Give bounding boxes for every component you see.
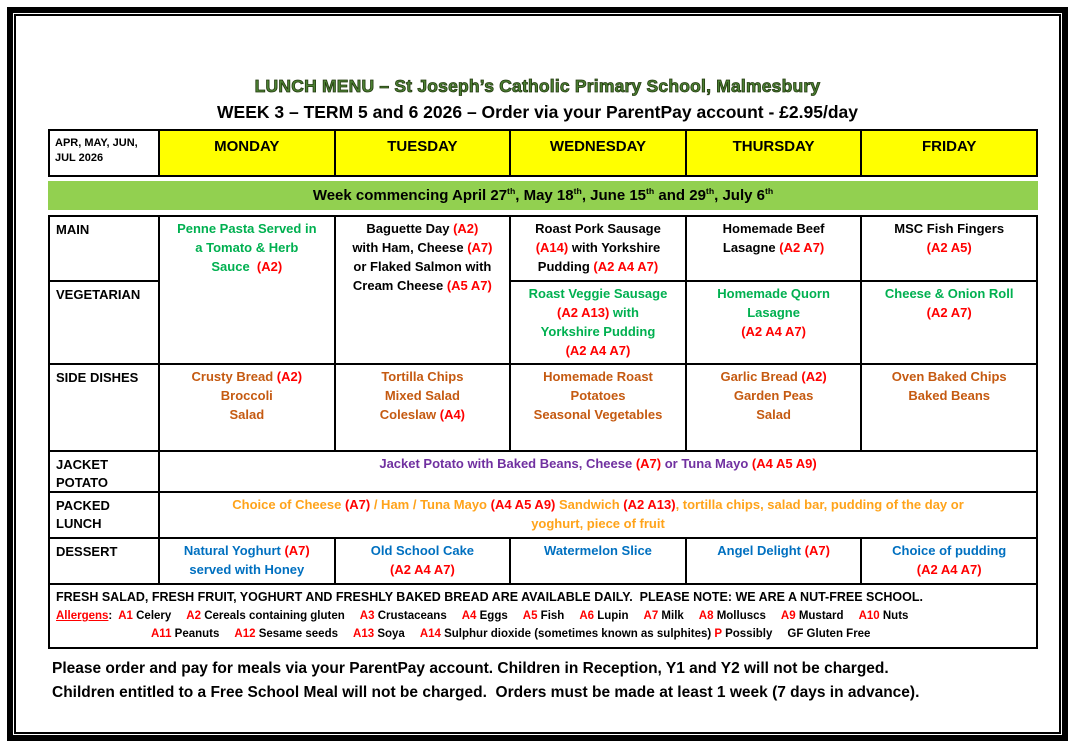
day-header-row (49, 130, 1037, 176)
cell-main-monday: Penne Pasta Served in a Tomato & Herb Sauce (A2) (159, 216, 335, 364)
cell-packed-lunch-all-week: Choice of Cheese (A7) / Ham / Tuna Mayo (A4 A5 A9) Sandwich (A2 A13), tortilla chips, salad bar, pudding of the day or yoghurt, piece of fruit (159, 492, 1037, 538)
menu-subtitle: WEEK 3 – TERM 5 and 6 2026 – Order via your ParentPay account - £2.95/day (217, 102, 858, 122)
cell-vegetarian-thursday: Homemade Quorn Lasagne (A2 A4 A7) (686, 281, 862, 364)
row-notes (49, 584, 1037, 648)
row-side-dishes (49, 364, 1037, 451)
months-label: APR, MAY, JUN, JUL 2026 (49, 130, 159, 176)
week-commencing-banner: Week commencing April 27th, May 18th, June 15th and 29th, July 6th (48, 181, 1038, 210)
cell-dessert-thursday: Angel Delight (A7) (686, 538, 862, 584)
cell-main-wednesday: Roast Pork Sausage (A14) with Yorkshire Pudding (A2 A4 A7) (510, 216, 686, 281)
cell-main-friday: MSC Fish Fingers (A2 A5) (861, 216, 1037, 281)
day-header-thursday: THURSDAY (686, 130, 862, 176)
row-main (49, 216, 1037, 281)
ordering-instructions-line2: Children entitled to a Free School Meal will not be charged. Orders must be made at least 1 week (7 days in advance). (52, 684, 920, 702)
row-label-packed-lunch: PACKED LUNCH (49, 492, 159, 538)
row-dessert (49, 538, 1037, 584)
cell-main-thursday: Homemade Beef Lasagne (A2 A7) (686, 216, 862, 281)
day-header-wednesday: WEDNESDAY (510, 130, 686, 176)
cell-side-dishes-friday: Oven Baked Chips Baked Beans (861, 364, 1037, 451)
ordering-instructions (52, 657, 1059, 707)
cell-dessert-wednesday: Watermelon Slice (510, 538, 686, 584)
lunch-menu (48, 129, 1038, 649)
day-header-friday: FRIDAY (861, 130, 1037, 176)
allergens-legend-line2: A11 Peanuts A12 Sesame seeds A13 Soya A14 Sulphur dioxide (sometimes known as sulphites) P Possibly GF Gluten Free (151, 627, 871, 640)
day-header-tuesday: TUESDAY (335, 130, 511, 176)
cell-vegetarian-wednesday: Roast Veggie Sausage (A2 A13) with Yorkshire Pudding (A2 A4 A7) (510, 281, 686, 364)
row-packed-lunch (49, 492, 1037, 538)
cell-main-tuesday: Baguette Day (A2) with Ham, Cheese (A7) or Flaked Salmon with Cream Cheese (A5 A7) (335, 216, 511, 364)
day-header-monday: MONDAY (159, 130, 335, 176)
row-label-side-dishes: SIDE DISHES (49, 364, 159, 451)
allergens-legend-line1: Allergens: A1 Celery A2 Cereals containing gluten A3 Crustaceans A4 Eggs A5 Fish A6 Lupin A7 Milk A8 Molluscs A9 Mustard A10 Nuts (56, 609, 909, 622)
row-label-jacket-potato: JACKET POTATO (49, 451, 159, 492)
cell-side-dishes-wednesday: Homemade Roast Potatoes Seasonal Vegetables (510, 364, 686, 451)
page-inner-border (14, 14, 1061, 734)
cell-dessert-friday: Choice of pudding (A2 A4 A7) (861, 538, 1037, 584)
daily-availability-note: FRESH SALAD, FRESH FRUIT, YOGHURT AND FRESHLY BAKED BREAD ARE AVAILABLE DAILY. PLEASE NOTE: WE ARE A NUT-FREE SCHOOL. (56, 589, 923, 604)
menu-table (48, 215, 1038, 649)
notes-cell (49, 584, 1037, 648)
day-header-table (48, 129, 1038, 177)
page-border (7, 7, 1068, 741)
cell-dessert-monday: Natural Yoghurt (A7) served with Honey (159, 538, 335, 584)
cell-side-dishes-monday: Crusty Bread (A2) Broccoli Salad (159, 364, 335, 451)
menu-title: LUNCH MENU – St Joseph’s Catholic Primary School, Malmesbury (254, 76, 821, 96)
row-label-vegetarian: VEGETARIAN (49, 281, 159, 364)
cell-side-dishes-thursday: Garlic Bread (A2) Garden Peas Salad (686, 364, 862, 451)
page-content (16, 16, 1059, 706)
cell-vegetarian-friday: Cheese & Onion Roll (A2 A7) (861, 281, 1037, 364)
ordering-instructions-line1: Please order and pay for meals via your ParentPay account. Children in Reception, Y1 and Y2 will not be charged. (52, 659, 889, 677)
row-jacket-potato (49, 451, 1037, 492)
row-label-dessert: DESSERT (49, 538, 159, 584)
cell-dessert-tuesday: Old School Cake (A2 A4 A7) (335, 538, 511, 584)
row-label-main: MAIN (49, 216, 159, 281)
cell-jacket-potato-all-week: Jacket Potato with Baked Beans, Cheese (A7) or Tuna Mayo (A4 A5 A9) (159, 451, 1037, 492)
cell-side-dishes-tuesday: Tortilla Chips Mixed Salad Coleslaw (A4) (335, 364, 511, 451)
